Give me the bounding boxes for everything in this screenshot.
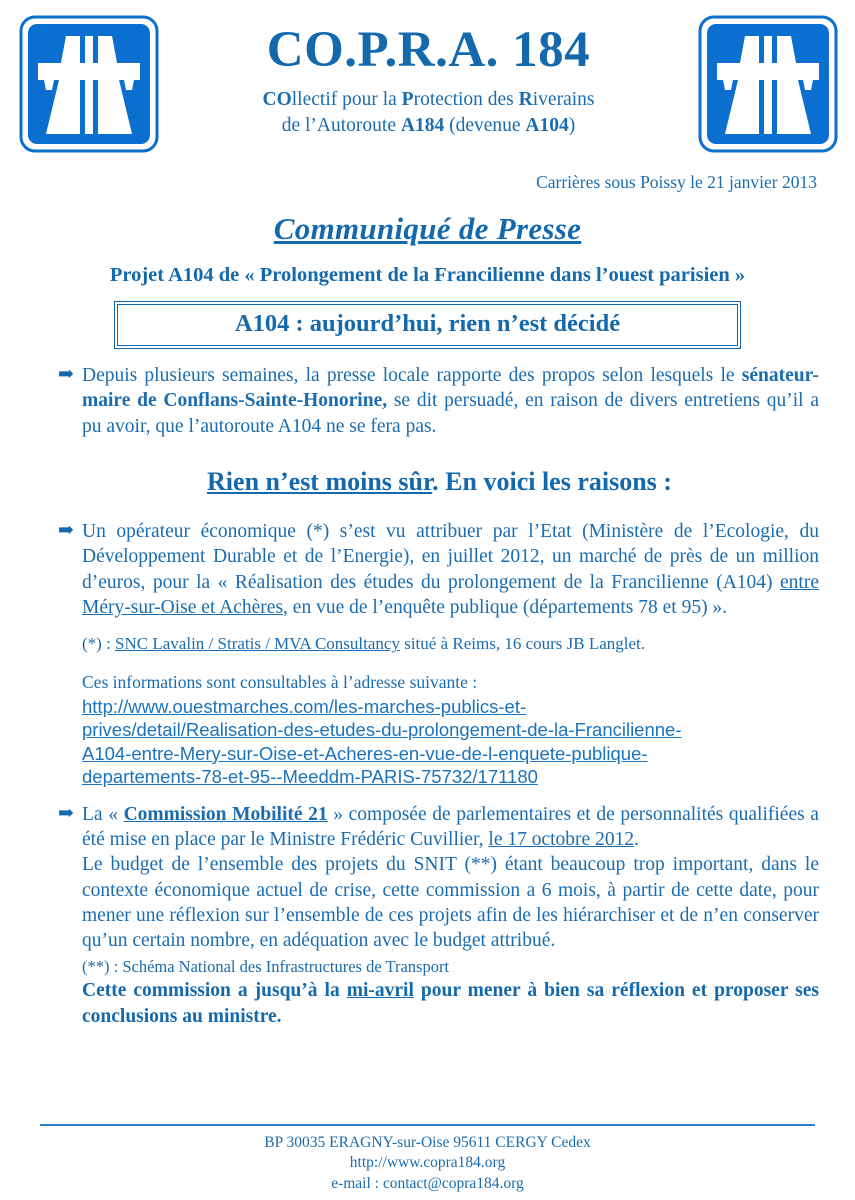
- url-line-2[interactable]: prives/detail/Realisation-des-etudes-du-prolongement-de-la-Francilienne-: [82, 719, 682, 741]
- para2-text-2: , en vue de l’enquête publique (départements 78 et 95) ».: [283, 597, 728, 619]
- footnote-star-prefix: (*) :: [82, 634, 116, 654]
- organisation-subtitle: [160, 87, 697, 140]
- paragraph-operateur: [60, 519, 819, 620]
- url-line-1[interactable]: http://www.ouestmarches.com/les-marches-publics-et-: [82, 696, 527, 718]
- para3-date-underlined: le 17 octobre 2012: [488, 829, 635, 851]
- subtitle-text-6: ): [568, 114, 576, 136]
- para3-commission-name: Commission Mobilité 21: [123, 803, 328, 825]
- page-title: CO.P.R.A. 184: [266, 22, 591, 78]
- document-body: [0, 363, 855, 1029]
- para2-underlined: entre Méry-sur-Oise et Achères: [82, 571, 819, 619]
- reasons-heading-underlined: Rien n’est moins sûr: [207, 467, 433, 497]
- footnote-star-company: SNC Lavalin / Stratis / MVA Consultancy: [115, 634, 400, 654]
- subtitle-text-2: rotection des: [413, 88, 519, 110]
- title-block: [160, 14, 697, 139]
- subtitle-a184: A184: [400, 114, 445, 136]
- footer-email[interactable]: e-mail : contact@copra184.org: [331, 1174, 524, 1192]
- url-intro-line: Ces informations sont consultables à l’adresse suivante :: [82, 671, 478, 692]
- boxed-statement: A104 : aujourd’hui, rien n’est décidé: [117, 304, 738, 346]
- footnote-star-suffix: situé à Reims, 16 cours JB Langlet.: [399, 634, 646, 654]
- source-url-block[interactable]: [60, 695, 819, 788]
- subtitle-p: P: [401, 88, 414, 110]
- subtitle-r: R: [518, 88, 533, 110]
- footer-website[interactable]: http://www.copra184.org: [349, 1154, 506, 1172]
- reasons-heading: [60, 467, 819, 497]
- reasons-heading-rest: . En voici les raisons :: [432, 467, 672, 497]
- subtitle-text-4: de l’Autoroute: [281, 114, 401, 136]
- subtitle-text-1: llectif pour la: [291, 88, 402, 110]
- dateline: Carrières sous Poissy le 21 janvier 2013: [536, 172, 817, 192]
- para3-text-2: » composée de parlementaires et de personnalités qualifiées a été mise en place par le Ministre Frédéric Cuvillier,: [82, 803, 819, 851]
- motorway-sign-left: [18, 14, 160, 154]
- conclusion-deadline: mi-avril: [346, 980, 414, 1002]
- project-subheading: Projet A104 de « Prolongement de la Francilienne dans l’ouest parisien »: [109, 264, 746, 286]
- footnote-double-star: (**) : Schéma National des Infrastructures de Transport: [82, 956, 450, 976]
- subtitle-text-5: (devenue: [444, 114, 526, 136]
- subtitle-a104: A104: [525, 114, 569, 136]
- communique-heading: Communiqué de Presse: [273, 211, 582, 246]
- conclusion-text-1: Cette commission a jusqu’à la: [82, 980, 347, 1002]
- arrow-bullet-icon: ➡: [58, 520, 74, 542]
- arrow-bullet-icon: ➡: [58, 802, 74, 824]
- conclusion-text-2: pour mener à bien sa réflexion et proposer ses conclusions au ministre.: [82, 980, 819, 1027]
- arrow-bullet-icon: ➡: [58, 364, 74, 385]
- paragraph-commission: [60, 802, 819, 853]
- subtitle-co: CO: [262, 88, 292, 110]
- document-footer: [0, 1124, 855, 1194]
- document-header: [0, 0, 855, 156]
- boxed-statement-wrapper: [0, 301, 855, 349]
- para1-bold: sénateur-maire de Conflans-Sainte-Honorine,: [82, 365, 819, 412]
- para3-text-1: La «: [82, 803, 124, 825]
- url-line-4[interactable]: departements-78-et-95--Meeddm-PARIS-75732/171180: [82, 765, 538, 787]
- footer-contact-block: [0, 1133, 855, 1194]
- para2-text-1: Un opérateur économique (*) s’est vu attribuer par l’Etat (Ministère de l’Ecologie, du Développement Durable et de l’Energie), en juillet 2012, un marché de près de un million d’euros, pour la « Réalisation des études du prolongement de la Francilienne (A104): [82, 521, 819, 593]
- para1-text-2: se dit persuadé, en raison de divers entretiens qu’il a pu avoir, que l’autoroute A104 ne se fera pas.: [82, 390, 819, 437]
- footer-address: BP 30035 ERAGNY-sur-Oise 95611 CERGY Cedex: [264, 1133, 591, 1151]
- footer-divider: [40, 1124, 815, 1126]
- url-line-3[interactable]: A104-entre-Mery-sur-Oise-et-Acheres-en-vue-de-l-enquete-publique-: [82, 742, 648, 764]
- motorway-sign-right: [697, 14, 839, 154]
- paragraph-conclusion: [60, 978, 819, 1029]
- boxed-statement-outer: [114, 301, 741, 349]
- paragraph-budget: Le budget de l’ensemble des projets du SNIT (**) étant beaucoup trop important, dans le contexte économique actuel de crise, cette commission a 6 mois, à partir de cette date, pour mener une réflexion sur l’ensemble de ces projets afin de les hiérarchiser et de n’en conserver qu’un certain nombre, en adéquation avec le budget attribué.: [82, 854, 819, 952]
- footnote-single-star: [60, 633, 819, 655]
- subtitle-text-3: iverains: [532, 88, 595, 110]
- para1-text-1: Depuis plusieurs semaines, la presse locale rapporte des propos selon lesquels le: [82, 365, 742, 386]
- paragraph-senateur: [60, 363, 819, 439]
- para3-text-3: .: [634, 829, 639, 851]
